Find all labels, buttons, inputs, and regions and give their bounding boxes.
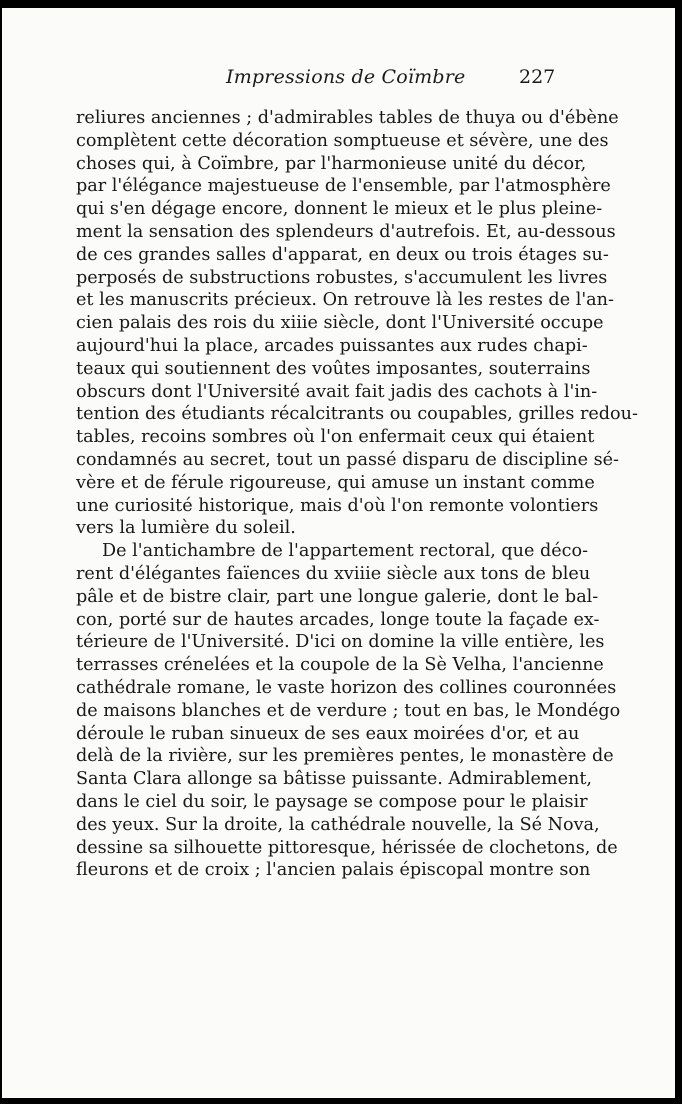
text-line: obscurs dont l'Université avait fait jadis des cachots à l'in-	[76, 381, 598, 402]
text-line: des yeux. Sur la droite, la cathédrale nouvelle, la Sé Nova,	[76, 814, 600, 835]
paragraph-end-line: vers la lumière du soleil.	[76, 518, 296, 539]
book-page	[2, 8, 675, 1098]
text-line: teaux qui soutiennent des voûtes imposantes, souterrains	[76, 358, 591, 379]
text-line: Santa Clara allonge sa bâtisse puissante. Admirablement,	[76, 769, 592, 790]
body-text	[76, 107, 638, 882]
text-line: cathédrale romane, le vaste horizon des collines couronnées	[76, 677, 617, 698]
text-line: de ces grandes salles d'apparat, en deux ou trois étages su-	[76, 244, 609, 265]
text-line: reliures anciennes ; d'admirables tables de thuya ou d'ébène	[76, 108, 619, 128]
text-line: perposés de substructions robustes, s'accumulent les livres	[76, 267, 608, 288]
text-line: con, porté sur de hautes arcades, longe toute la façade ex-	[76, 609, 600, 630]
page-number: 227	[519, 66, 556, 88]
text-line: qui s'en dégage encore, donnent le mieux et le plus pleine-	[76, 199, 603, 220]
text-line: complètent cette décoration somptueuse et sévère, une des	[76, 130, 609, 151]
text-line: déroule le ruban sinueux de ses eaux moirées d'or, et au	[76, 723, 580, 744]
text-line: fleurons et de croix ; l'ancien palais épiscopal montre son	[76, 860, 591, 881]
text-line: condamnés au secret, tout un passé disparu de discipline sé-	[76, 449, 619, 470]
text-line: tention des étudiants récalcitrants ou coupables, grilles redou-	[76, 404, 638, 425]
text-line: pâle et de bistre clair, part une longue galerie, dont le bal-	[76, 586, 599, 607]
text-line: choses qui, à Coïmbre, par l'harmonieuse unité du décor,	[76, 153, 587, 174]
text-line: aujourd'hui la place, arcades puissantes aux rudes chapi-	[76, 335, 588, 356]
text-line: térieure de l'Université. D'ici on domine la ville entière, les	[76, 632, 605, 653]
text-line: delà de la rivière, sur les premières pentes, le monastère de	[76, 746, 614, 767]
running-title: Impressions de Coïmbre	[226, 66, 466, 88]
text-line: et les manuscrits précieux. On retrouve là les restes de l'an-	[76, 290, 614, 311]
paragraph-start-line: De l'antichambre de l'appartement rectoral, que déco-	[102, 541, 589, 562]
text-line: dessine sa silhouette pittoresque, hérissée de clochetons, de	[76, 837, 618, 858]
text-line: terrasses crénelées et la coupole de la Sè Velha, l'ancienne	[76, 655, 604, 676]
text-line: une curiosité historique, mais d'où l'on remonte volontiers	[76, 495, 599, 516]
text-line: par l'élégance majestueuse de l'ensemble, par l'atmosphère	[76, 176, 611, 197]
page-header	[2, 66, 675, 96]
text-line: cien palais des rois du xiiie siècle, dont l'Université occupe	[76, 313, 604, 334]
text-line: vère et de férule rigoureuse, qui amuse un instant comme	[76, 472, 595, 493]
text-line: dans le ciel du soir, le paysage se compose pour le plaisir	[76, 791, 588, 812]
text-line: rent d'élégantes faïences du xviiie siècle aux tons de bleu	[76, 563, 591, 584]
text-line: tables, recoins sombres où l'on enfermait ceux qui étaient	[76, 427, 595, 448]
text-line: ment la sensation des splendeurs d'autrefois. Et, au-dessous	[76, 221, 616, 242]
text-line: de maisons blanches et de verdure ; tout en bas, le Mondégo	[76, 700, 621, 721]
